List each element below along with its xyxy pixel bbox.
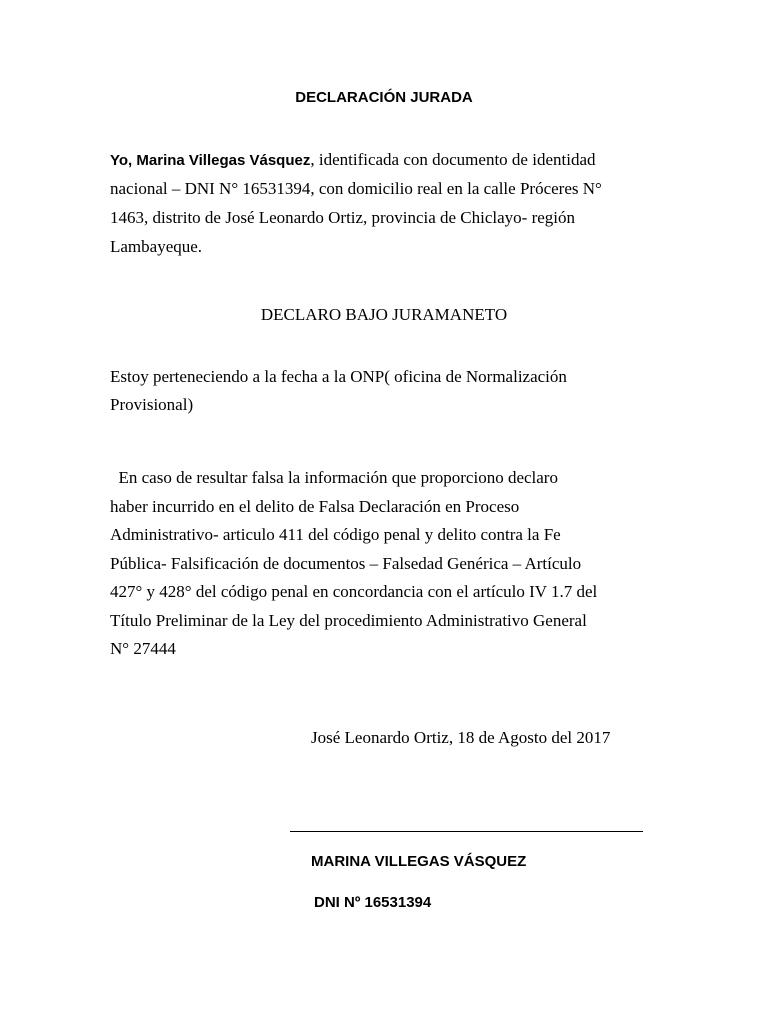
liability-line-4: Pública- Falsificación de documentos – Falsedad Genérica – Artículo — [110, 553, 582, 573]
intro-line-2: nacional – DNI N° 16531394, con domicilio real en la calle Próceres N° — [110, 179, 602, 198]
signature-line — [290, 831, 643, 832]
liability-line-7: N° 27444 — [110, 639, 176, 658]
liability-line-1: En caso de resultar falsa la información que proporciono declaro — [110, 468, 558, 487]
liability-line-3: Administrativo- articulo 411 del código penal y delito contra la Fe — [110, 525, 561, 544]
liability-line-2: haber incurrido en el delito de Falsa Declaración en Proceso — [110, 496, 520, 516]
declarant-name: Yo, Marina Villegas Vásquez — [110, 152, 311, 169]
document-title: DECLARACIÓN JURADA — [295, 89, 473, 106]
statement-line-1: Estoy perteneciendo a la fecha a la ONP( oficina de Normalización — [110, 367, 567, 386]
place-and-date: José Leonardo Ortiz, 18 de Agosto del 2017 — [311, 728, 611, 747]
signatory-name: MARINA VILLEGAS VÁSQUEZ — [311, 853, 527, 870]
statement-line-2: Provisional) — [110, 395, 194, 414]
liability-line-5: 427° y 428° del código penal en concordancia con el artículo IV 1.7 del — [110, 582, 598, 601]
signatory-dni: DNI Nº 16531394 — [314, 894, 432, 911]
intro-text: , identificada con documento de identidad — [310, 150, 596, 169]
intro-line-3: 1463, distrito de José Leonardo Ortiz, provincia de Chiclayo- región — [110, 208, 576, 227]
intro-line-4: Lambayeque. — [110, 237, 203, 256]
intro-line-1 — [110, 150, 595, 171]
liability-line-6: Título Preliminar de la Ley del procedimiento Administrativo General — [110, 610, 587, 630]
declaration-heading: DECLARO BAJO JURAMANETO — [260, 305, 508, 324]
